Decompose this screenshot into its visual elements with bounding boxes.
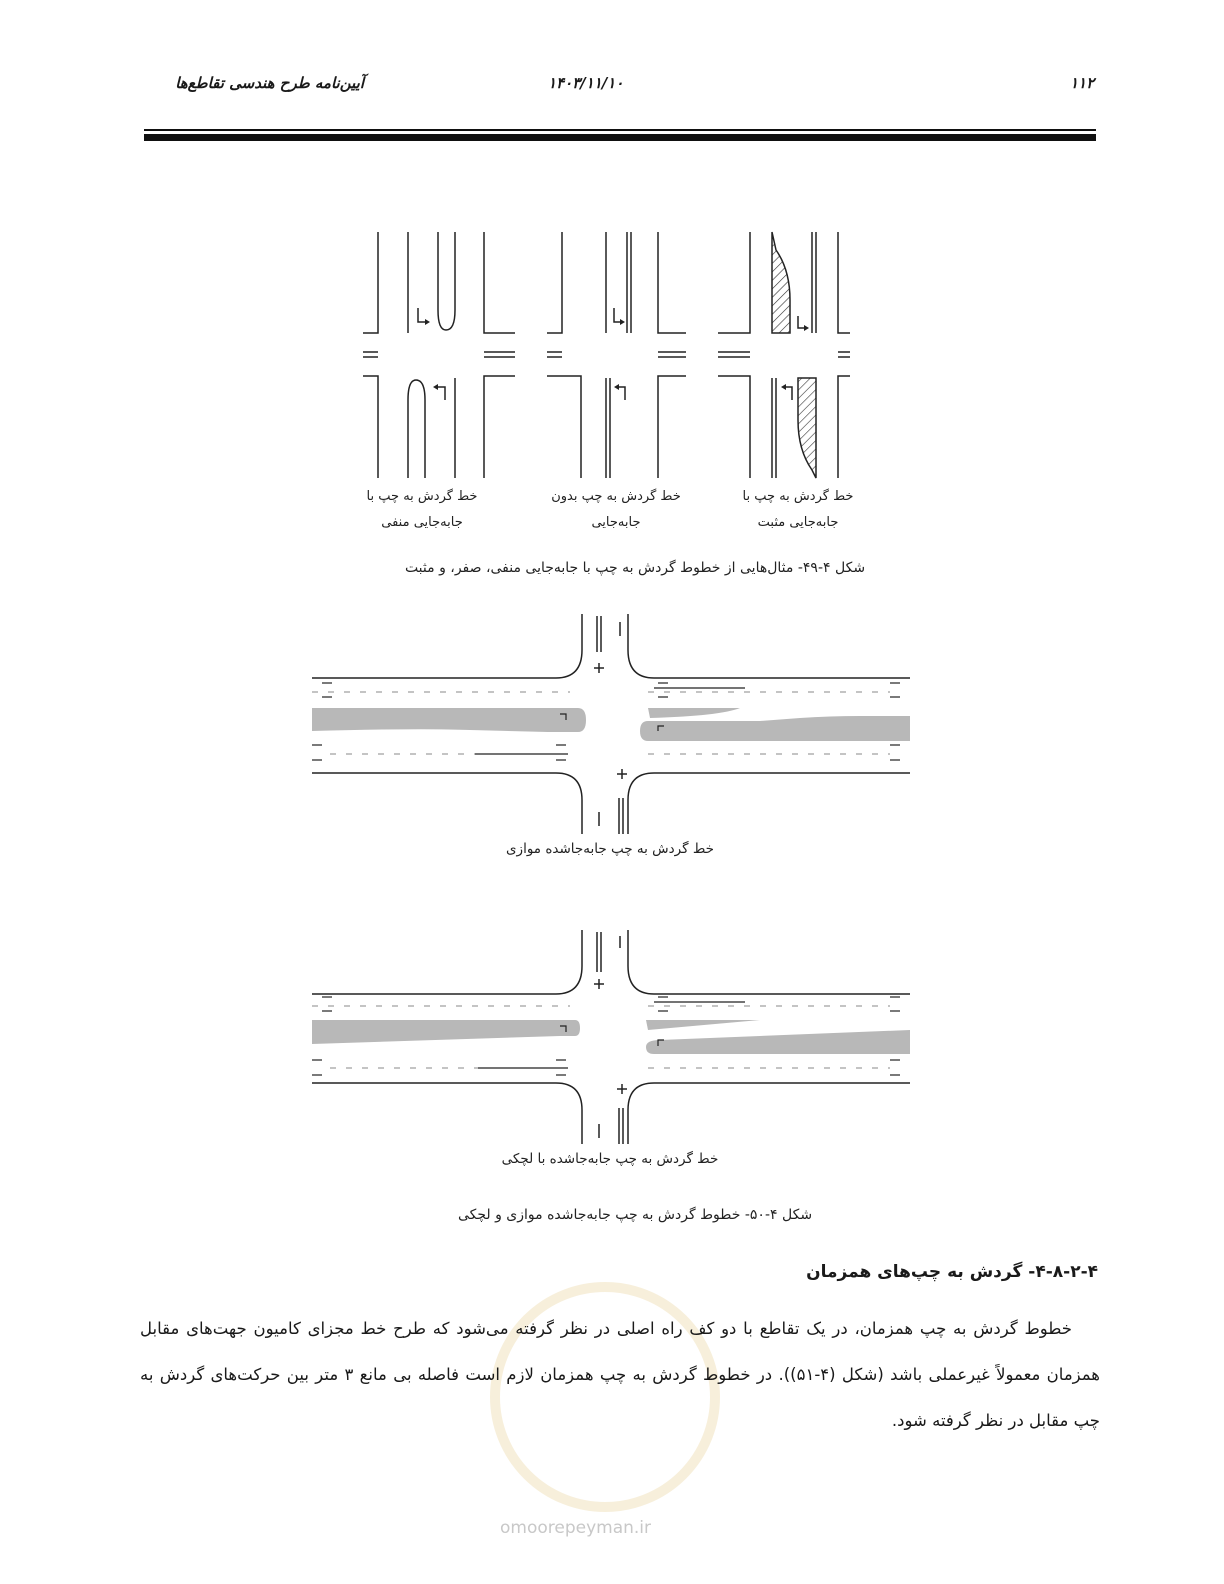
label-line: خط گردش به چپ بدون [551,489,681,504]
label-line: جابه‌جایی منفی [381,515,463,530]
figure-50-parallel-diagram [312,614,910,834]
running-header-date: ۱۴۰۳/۱۱/۱۰ [548,74,624,92]
figure-49-caption: شکل ۴-۴۹- مثال‌هایی از خطوط گردش به چپ با جابه‌جایی منفی، صفر، و مثبت [404,560,866,576]
figure-49-panel-positive [718,232,850,478]
label-line: جابه‌جایی [591,515,641,530]
figure-49-label-positive [723,484,873,536]
figure-50-caption: شکل ۴-۵۰- خطوط گردش به چپ جابه‌جاشده موازی و لچکی [457,1207,813,1223]
section-heading: ۴-۸-۲-۴- گردش به چپ‌های همزمان [806,1262,1098,1282]
label-line: خط گردش به چپ با [366,489,478,504]
figure-49-label-negative [347,484,497,536]
figure-49-panel-zero [547,232,686,478]
label-line: جابه‌جایی مثبت [757,515,839,530]
section-paragraph: خطوط گردش به چپ همزمان، در یک تقاطع با دو کف راه اصلی در نظر گرفته می‌شود که طرح خط مجزای کامیون جهت‌های مقابل همزمان معمولاً غیرعملی باشد (شکل (۴-۵۱)). در خطوط گردش به چپ همزمان لازم است فاصله بی مانع ۳ متر بین حرکت‌های گردش به چپ مقابل در نظر گرفته شود. [140,1319,1101,1430]
figure-50-tapered-diagram [312,930,910,1144]
figure-49-label-zero [541,484,691,536]
figure-50-sub-caption-parallel: خط گردش به چپ جابه‌جاشده موازی [505,841,714,857]
watermark-text: omoorepeyman.ir [500,1518,652,1538]
page-number: ۱۱۲ [1070,74,1095,92]
figure-49-panel-negative [363,232,515,478]
running-header-title: آیین‌نامه طرح هندسی تقاطع‌ها [175,74,364,92]
figure-50-sub-caption-tapered: خط گردش به چپ جابه‌جاشده با لچکی [501,1151,719,1167]
label-line: خط گردش به چپ با [742,489,854,504]
